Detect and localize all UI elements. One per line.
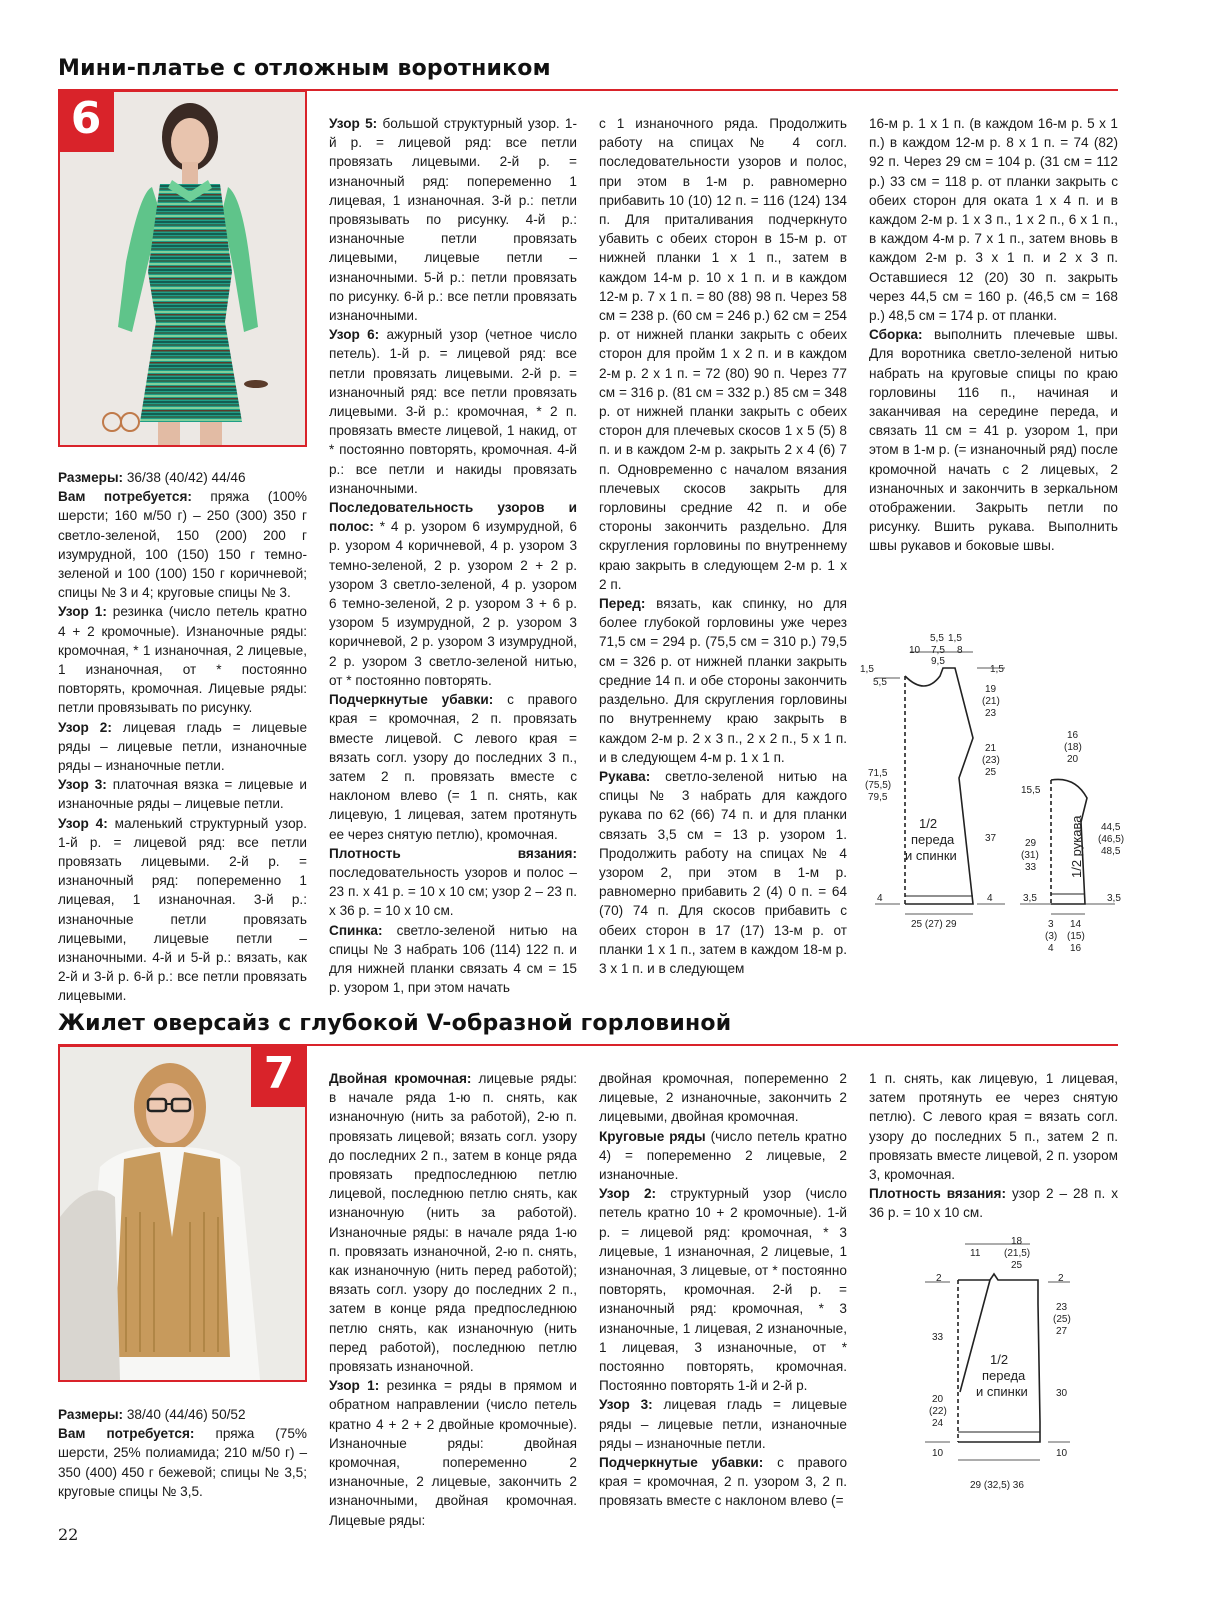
- dim-label: 16: [1067, 730, 1079, 741]
- paragraph-text: большой структурный узор. 1-й р. = лицевой ряд: все петли провязать лицевыми. 2-й р. = изнаночный ряд: попеременно 1 лицевая, 1 изнаночная. 3-й р.: петли провязывать по рисунку. 4-й р.: изнаночные петли провязать лицевыми, лицевые петли – изнаночными. 5-й р.: петли провязать по рисунку. 6-й р.: все петли провязать изнаночными.: [329, 116, 578, 324]
- dim-label: 1,5: [860, 664, 874, 675]
- paragraph-text: с 1 изнаночного ряда. Продолжить работу на спицах № 4 согл. последовательности узоров и полос, при этом в 1-м р. равномерно прибавить 10 (10) 12 п. = 116 (124) 134 п. Для приталивания подчеркнуто убавить с обеих сторон в 15-м р. от нижней планки 1 х 1 п., затем в каждом 14-м р. 10 х 1 п. и в каждом 12-м р. 7 х 1 п. = 80 (88) 98 п. Через 58 см = 238 р. (60 см = 246 р.) 62 см = 254 р. от нижней планки закрыть с обеих сторон для пройм 1 х 2 п. и в каждом 2-м р. 2 х 1 п. = 72 (80) 90 п. Через 77 см = 316 р. (81 см = 332 р.) 85 см = 348 р. от нижней планки закрыть с обеих сторон для плечевых скосов 1 х 5 (5) 8 п. и в каждом 2-м р. закрыть 2 х 4 (6) 7 п. Одновременно с началом вязания плечевых скосов закрыть для горловины средние 42 п. и обе стороны закончить раздельно. Для скругления горловины по внутреннему краю закрыть в следующем 2-м р. 1 х 2 п.: [599, 116, 847, 592]
- dim-label: (15): [1067, 931, 1085, 942]
- paragraph-heading: Подчеркнутые убавки:: [599, 1455, 764, 1471]
- paragraph: [599, 594, 847, 767]
- paragraph: [869, 1184, 1118, 1222]
- dim-label: (3): [1045, 931, 1058, 942]
- dim-label: 20: [1067, 754, 1079, 765]
- paragraph-heading: Подчеркнутые убавки:: [329, 692, 494, 708]
- paragraph-heading: Узор 1:: [329, 1378, 380, 1394]
- paragraph: [599, 1069, 847, 1127]
- paragraph-text: ажурный узор (четное число петель). 1-й р. = лицевой ряд: все петли провязать лицевыми. 2-й р. = изнаночный ряд: все петли провязать лицевыми. 3-й р.: кромочная, * 2 п. провязать вместе лицевой, 1 накид, от * постоянно повторять, кромочная. 4-й р.: все петли и накиды провязать изнаночными.: [329, 327, 577, 496]
- paragraph-text: узор 2 – 28 п. х 36 р. = 10 х 10 см.: [869, 1186, 1119, 1221]
- paragraph: [329, 114, 577, 325]
- paragraph-heading: Узор 3:: [58, 777, 107, 793]
- sizes-label: Размеры:: [58, 1407, 124, 1422]
- paragraph: [329, 690, 577, 844]
- sizes-value: 38/40 (44/46) 50/52: [126, 1407, 246, 1422]
- paragraph-heading: Узор 1:: [58, 604, 107, 620]
- paragraph-text: 16-м р. 1 х 1 п. (в каждом 16-м р. 5 х 1 п.) в каждом 12-м р. 8 х 1 п. = 74 (82) 92 п. Через 29 см = 104 р. (31 см = 112 р.) 33 см = 118 р. от планки закрыть с обеих сторон для оката 1 х 4 п. и в каждом 2-м р. 1 х 3 п., 1 х 2 п., 6 х 1 п., в каждом 4-м р. 7 х 1 п., затем вновь в каждом 2-м р. 3 х 1 п. и 2 х 3 п. Оставшиеся 12 (20) 30 п. закрыть через 44,5 см = 160 р. (46,5 см = 168 р.) 48,5 см = 174 р. от планки.: [869, 116, 1118, 324]
- paragraph: [599, 1184, 847, 1395]
- dim-label: 3,5: [1023, 893, 1037, 904]
- dim-label: 18: [1011, 1236, 1023, 1247]
- dim-label: 23: [985, 708, 997, 719]
- section-2-column-3: [599, 1069, 847, 1511]
- paragraph-text: (число петель кратно 4) = попеременно 2 лицевые, 2 изнаночные.: [599, 1128, 847, 1183]
- dim-label: 1,5: [948, 633, 962, 644]
- paragraph-heading: Узор 6:: [329, 327, 380, 343]
- dim-label: 33: [932, 1332, 944, 1343]
- paragraph-text: светло-зеленой нитью на спицы № 3 набрать для каждого рукава по 62 (66) 74 п. и для планки связать 3,5 см = 13 р. узором 1. Продолжить работу на спицах № 4 узором 2, при этом в 1-м р. равномерно прибавить 2 (4) 0 п. = 64 (70) 74 п. Для скосов прибавить с обеих сторон в 17 (17) 13-м р. от планки 1 х 1 п., затем в каждом 18-м р. 3 х 1 п. и в следующем: [599, 768, 848, 976]
- dim-label: 3: [1048, 919, 1054, 930]
- paragraph-text: структурный узор (число петель кратно 10 + 2 кромочные). 1-й р. = лицевой ряд: кромочная, * 3 лицевые, 1 изнаночная, 2 лицевые, 1 изнаночная, 3 лицевые, от * постоянно повторять, кромочная. 2-й р. = изнаночный ряд: кромочная, * 3 изнаночные, 1 лицевая, 2 изнаночные, 1 лицевая, 3 изнаночные, от * постоянно повторять, кромочная. Постоянно повторять 1-й и 2-й р.: [599, 1186, 847, 1394]
- dim-label: (25): [1053, 1314, 1071, 1325]
- paragraph-text: последовательность узоров и полос – 23 п. х 41 р. = 10 х 10 см; узор 2 – 23 п. х 36 р. = 10 х 10 см.: [329, 864, 577, 919]
- dim-label: (31): [1021, 850, 1039, 861]
- sleeve-piece-label: 1/2 рукава: [1069, 815, 1084, 878]
- paragraph-heading: Перед:: [599, 596, 646, 612]
- dim-label: 4: [1048, 943, 1054, 954]
- paragraph-text: маленький структурный узор. 1-й р. = лицевой ряд: все петли провязать лицевыми. 2-й р. = изнаночный ряд: попеременно 1 лицевая, 1 изнаночная. 3-й р.: изнаночные петли провязать лицевыми, лицевые петли – изнаночными. 4-й и 5-й р.: вязать, как 2-й и 3-й р. 6-й р.: все петли провязать лицевыми.: [58, 815, 307, 1004]
- paragraph: [58, 718, 307, 776]
- dim-label: (18): [1064, 742, 1082, 753]
- section-2-column-4: [869, 1069, 1118, 1223]
- paragraph-heading: Сборка:: [869, 327, 923, 343]
- paragraph: [599, 114, 847, 594]
- materials-line: [58, 487, 307, 602]
- paragraph-heading: Спинка:: [329, 922, 383, 938]
- paragraph-heading: Плотность вязания:: [329, 845, 577, 861]
- paragraph-text: с правого края = кромочная, 2 п. провязать вместе лицевой. С левого края = вязать согл. узору до последних 3 п., затем 2 п. провязать вместе с наклоном влево (= 1 п. снять, как лицевую, 1 лицевая, затем протянуть ее через снятую петлю), кромочная.: [329, 692, 578, 842]
- dim-label: 37: [985, 833, 997, 844]
- paragraph-text: резинка (число петель кратно 4 + 2 кромочные). Изнаночные ряды: кромочная, * 1 изнаночная, 2 лицевые, 1 изнаночная, от * постоянно повторять, кромочная. Лицевые ряды: петли провязывать по рисунку.: [58, 604, 307, 716]
- dim-label: (22): [929, 1406, 947, 1417]
- dim-label: (23): [982, 755, 1000, 766]
- paragraph: [329, 1069, 577, 1376]
- paragraph-text: 1 п. снять, как лицевую, 1 лицевая, затем протянуть ее через снятую петлю). С левого края = вязать согл. узору до последних 5 п., затем 2 п. провязать вместе лицевой, 2 п. узором 3, кромочная.: [869, 1071, 1118, 1183]
- body-piece-label: и спинки: [976, 1384, 1028, 1399]
- paragraph: [58, 814, 307, 1006]
- dim-label: 5,5: [930, 633, 944, 644]
- dim-label: 3,5: [1107, 893, 1121, 904]
- dress-schematic: [855, 628, 1130, 958]
- paragraph: [869, 114, 1118, 325]
- paragraph: [58, 602, 307, 717]
- dim-label: 10: [932, 1448, 944, 1459]
- paragraph: [869, 325, 1118, 555]
- dim-label: 44,5: [1101, 822, 1121, 833]
- paragraph-heading: Узор 5:: [329, 116, 378, 131]
- dim-label: (21,5): [1004, 1248, 1031, 1259]
- section-1-title: Мини-платье с отложным воротником: [58, 56, 551, 81]
- dim-label: 29: [1025, 838, 1037, 849]
- dim-label: 1,5: [990, 664, 1004, 675]
- section-1-column-2: [329, 114, 577, 997]
- body-piece-label: 1/2: [990, 1352, 1009, 1367]
- paragraph: [599, 1395, 847, 1453]
- paragraph: [329, 844, 577, 921]
- paragraph-text: платочная вязка = лицевые и изнаночные ряды – лицевые петли.: [58, 777, 307, 812]
- dim-label: 71,5: [868, 768, 888, 779]
- paragraph-heading: Последовательность узоров и полос:: [329, 500, 577, 535]
- dim-label: 25: [985, 767, 997, 778]
- paragraph-heading: Узор 2:: [58, 719, 112, 735]
- pattern-number-badge: 7: [251, 1045, 307, 1107]
- paragraph: [869, 1069, 1118, 1184]
- paragraph-text: лицевые ряды: в начале ряда 1-ю п. снять, как изнаночную (нить за работой), 2-ю п. провязать лицевой; вязать согл. узору до последних 2 п., затем в конце ряда провязать предпоследнюю петлю лицевой, последнюю петлю снять, как изнаночную (нить за работой). Изнаночные ряды: в начале ряда 1-ю п. провязать изнаночной, 2-ю п. снять, как изнаночную (нить перед работой); вязать согл. узору до последних 2 п., затем в конце ряда предпоследнюю петлю снять, как изнаночную (нить перед работой), последнюю петлю провязать изнаночной.: [329, 1071, 578, 1375]
- dim-label: 48,5: [1101, 846, 1121, 857]
- dim-label: 2: [936, 1273, 942, 1284]
- paragraph: [58, 775, 307, 813]
- dim-label: (75,5): [865, 780, 892, 791]
- paragraph: [599, 767, 847, 978]
- dim-label: 4: [877, 893, 883, 904]
- dim-label: (46,5): [1098, 834, 1125, 845]
- body-piece-label: и спинки: [905, 848, 957, 863]
- body-piece-label: 1/2: [919, 816, 938, 831]
- dim-label: (21): [982, 696, 1000, 707]
- dim-label: 9,5: [931, 656, 945, 667]
- dim-label: 8: [957, 645, 963, 656]
- dim-label: 33: [1025, 862, 1037, 873]
- dim-label: 23: [1056, 1302, 1068, 1313]
- paragraph-text: выполнить плечевые швы. Для воротника светло-зеленой нитью набрать на круговые спицы по краю горловины 116 п., начиная и заканчивая на середине переда, и связать 11 см = 41 р. узором 1, при этом в 1-м р. (= изнаночный ряд) после кромочной начать с 2 лицевых, 2 изнаночных и закончить в зеркальном отображении. Закрыть петли по рисунку. Вшить рукава. Выполнить швы рукавов и боковые швы.: [869, 327, 1119, 554]
- section-2-column-1: [58, 1405, 307, 1501]
- page-number: 22: [58, 1525, 79, 1544]
- paragraph-heading: Рукава:: [599, 768, 651, 784]
- materials-value: пряжа (75% шерсти, 25% полиамида; 210 м/50 г) – 350 (400) 450 г бежевой; спицы № 3,5; круговые спицы № 3,5.: [58, 1426, 307, 1499]
- dim-label: 2: [1058, 1273, 1064, 1284]
- section-2-title: Жилет оверсайз с глубокой V-образной горловиной: [58, 1011, 732, 1036]
- paragraph-heading: Узор 3:: [599, 1397, 653, 1413]
- dim-label: 24: [932, 1418, 944, 1429]
- paragraph-text: двойная кромочная, попеременно 2 лицевые, 2 изнаночные, закончить 2 лицевыми, двойная кромочная.: [599, 1071, 847, 1125]
- dim-label: 10: [909, 645, 921, 656]
- paragraph-text: вязать, как спинку, но для более глубокой горловины уже через 71,5 см = 294 р. (75,5 см = 310 р.) 79,5 см = 326 р. от нижней планки закрыть средние 14 п. и обе стороны закончить раздельно. Для скругления горловины по внутреннему краю закрыть в каждом 2-м р. 2 х 3 п., 2 х 2 п., 5 х 1 п. и в следующем 4-м р. 1 х 1 п.: [599, 596, 848, 765]
- paragraph-text: * 4 р. узором 6 изумрудной, 6 р. узором 4 коричневой, 4 р. узором 3 темно-зеленой, 2 р. узором 2 + 2 р. узором 3 светло-зеленой, 4 р. узором 6 темно-зеленой, 2 р. узором 3 + 6 р. узором 5 изумрудной, 2 р. узором 3 коричневой, 2 р. узором 3 изумрудной, 2 р. узором 3 светло-зеленой нитью, от * постоянно повторять.: [329, 519, 577, 688]
- dim-label: 19: [985, 684, 997, 695]
- body-piece-label: переда: [911, 832, 955, 847]
- dim-label: 20: [932, 1394, 944, 1405]
- materials-label: Вам потребуется:: [58, 489, 192, 505]
- dim-label: 16: [1070, 943, 1082, 954]
- dim-label: 30: [1056, 1388, 1068, 1399]
- paragraph-text: с правого края = кромочная, 2 п. узором 3, 2 п. провязать вместе с наклоном влево (=: [599, 1455, 848, 1509]
- dim-label: 25 (27) 29: [911, 919, 957, 930]
- vest-schematic: [920, 1232, 1090, 1497]
- materials-line: [58, 1424, 307, 1501]
- paragraph: [329, 921, 577, 998]
- dim-label: 7,5: [931, 645, 945, 656]
- materials-label: Вам потребуется:: [58, 1426, 195, 1442]
- section-2-column-2: [329, 1069, 577, 1530]
- paragraph-text: светло-зеленой нитью на спицы № 3 набрать 106 (114) 122 п. и для нижней планки связать 4 см = 15 р. узором 1, при этом начать: [329, 922, 577, 996]
- dim-label: 21: [985, 743, 997, 754]
- paragraph-heading: Плотность вязания:: [869, 1186, 1007, 1202]
- dim-label: 4: [987, 893, 993, 904]
- sizes-value: 36/38 (40/42) 44/46: [126, 470, 246, 485]
- paragraph-heading: Узор 2:: [599, 1186, 657, 1202]
- section-1-column-1: [58, 468, 307, 1006]
- dim-label: 25: [1011, 1260, 1023, 1271]
- paragraph: [329, 1376, 577, 1530]
- paragraph: [599, 1453, 847, 1511]
- paragraph: [329, 498, 577, 690]
- section-1-column-3: [599, 114, 847, 978]
- paragraph-heading: Двойная кромочная:: [329, 1071, 472, 1086]
- section-1-column-4: [869, 114, 1118, 556]
- dim-label: 5,5: [873, 677, 887, 688]
- dim-label: 11: [970, 1248, 981, 1259]
- paragraph-text: лицевая гладь = лицевые ряды – лицевые петли, изнаночные ряды – изнаночные петли.: [58, 719, 308, 774]
- dim-label: 79,5: [868, 792, 888, 803]
- paragraph-text: лицевая гладь = лицевые ряды – лицевые петли, изнаночные ряды – изнаночные петли.: [599, 1397, 848, 1451]
- paragraph: [599, 1127, 847, 1185]
- dim-label: 15,5: [1021, 785, 1041, 796]
- body-piece-label: переда: [982, 1368, 1026, 1383]
- paragraph-text: резинка = ряды в прямом и обратном направлении (число петель кратно 4 + 2 + 2 двойные кромочные). Изнаночные ряды: двойная кромочная, попеременно 2 изнаночные, 2 лицевые, закончить 2 изнаночными, двойная кромочная. Лицевые ряды:: [329, 1378, 578, 1528]
- paragraph-heading: Узор 4:: [58, 815, 108, 831]
- dim-label: 10: [1056, 1448, 1068, 1459]
- pattern-number-badge: 6: [58, 90, 114, 152]
- dim-label: 27: [1056, 1326, 1068, 1337]
- materials-value: пряжа (100% шерсти; 160 м/50 г) – 250 (300) 350 г светло-зеленой, 150 (200) 200 г изумрудной, 100 (150) 150 г темно-зеленой и 100 (100) 150 г коричневой; спицы № 3 и 4; круговые спицы № 3.: [58, 489, 307, 601]
- sizes-label: Размеры:: [58, 470, 124, 485]
- paragraph: [329, 325, 577, 498]
- sizes-line: [58, 1405, 307, 1424]
- dim-label: 29 (32,5) 36: [970, 1480, 1024, 1491]
- sizes-line: [58, 468, 307, 487]
- dim-label: 14: [1070, 919, 1082, 930]
- paragraph-heading: Круговые ряды: [599, 1128, 706, 1144]
